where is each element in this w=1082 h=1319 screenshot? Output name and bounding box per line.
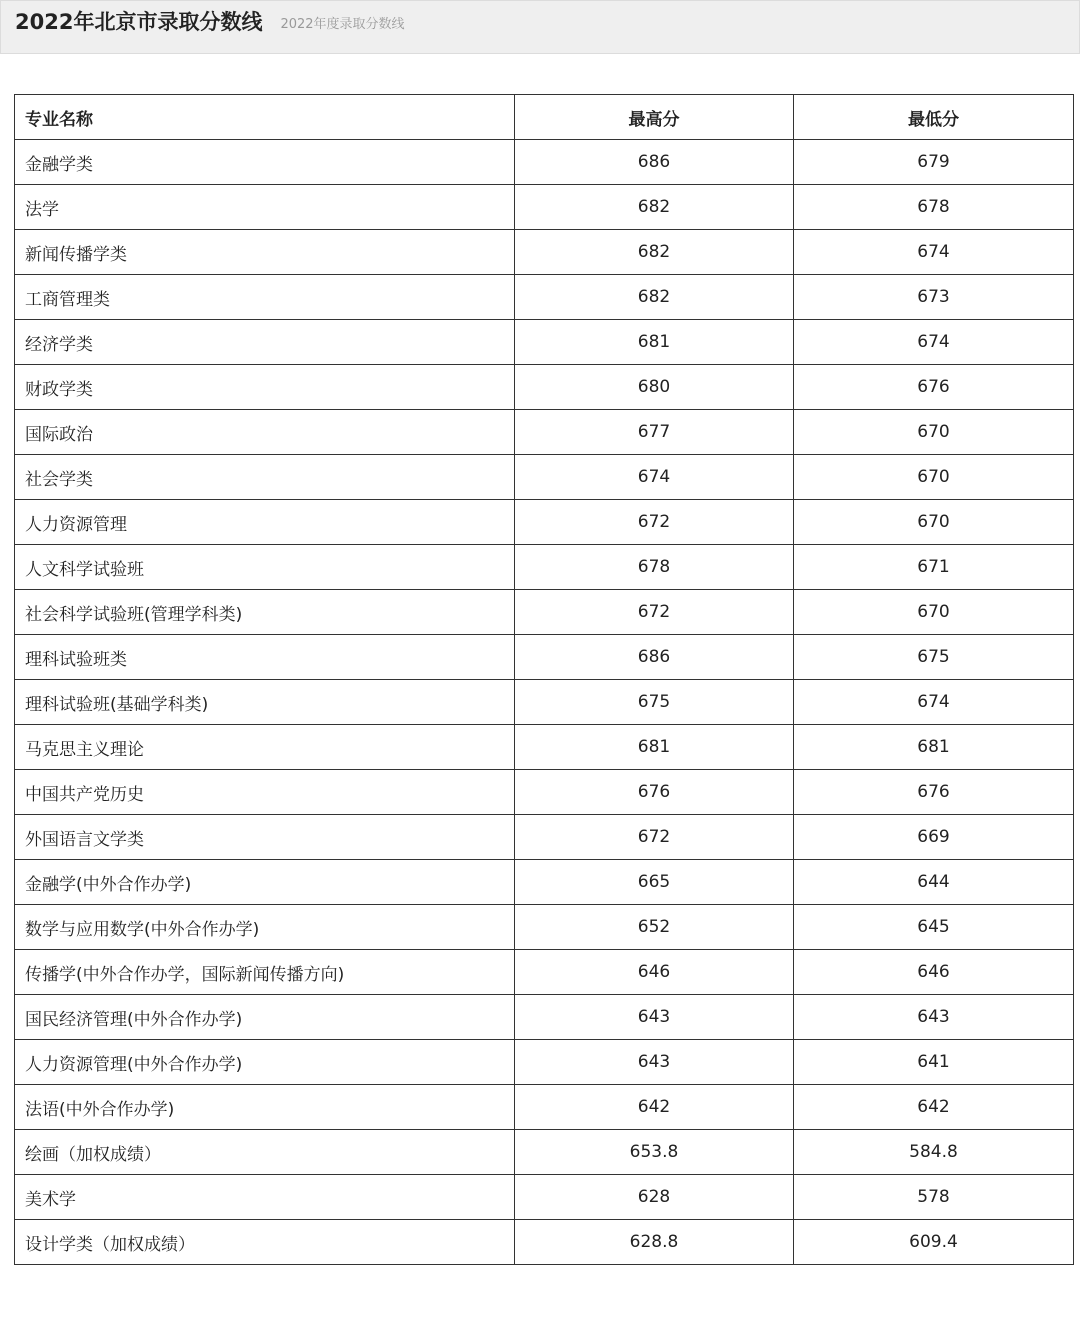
min-score-cell: 578 xyxy=(794,1175,1074,1220)
max-score-cell: 686 xyxy=(515,140,794,185)
page-title: 2022年北京市录取分数线 xyxy=(15,10,263,34)
table-row xyxy=(15,500,1074,545)
max-score-cell: 672 xyxy=(515,500,794,545)
score-table xyxy=(14,94,1074,1265)
major-name-cell: 美术学 xyxy=(15,1175,515,1220)
table-header xyxy=(15,95,1074,140)
major-name-cell: 绘画（加权成绩） xyxy=(15,1130,515,1175)
min-score-cell: 673 xyxy=(794,275,1074,320)
major-name-cell: 理科试验班类 xyxy=(15,635,515,680)
max-score-cell: 665 xyxy=(515,860,794,905)
major-name-cell: 外国语言文学类 xyxy=(15,815,515,860)
table-row xyxy=(15,815,1074,860)
max-score-cell: 678 xyxy=(515,545,794,590)
min-score-cell: 675 xyxy=(794,635,1074,680)
min-score-cell: 644 xyxy=(794,860,1074,905)
major-name-cell: 工商管理类 xyxy=(15,275,515,320)
min-score-cell: 679 xyxy=(794,140,1074,185)
major-name-cell: 马克思主义理论 xyxy=(15,725,515,770)
min-score-cell: 643 xyxy=(794,995,1074,1040)
min-score-cell: 670 xyxy=(794,590,1074,635)
min-score-cell: 641 xyxy=(794,1040,1074,1085)
page-subtitle: 2022年度录取分数线 xyxy=(280,16,405,32)
max-score-cell: 672 xyxy=(515,590,794,635)
major-name-cell: 财政学类 xyxy=(15,365,515,410)
major-name-cell: 社会学类 xyxy=(15,455,515,500)
max-score-cell: 681 xyxy=(515,320,794,365)
page-header xyxy=(0,0,1080,54)
column-header-major: 专业名称 xyxy=(15,95,515,140)
table-row xyxy=(15,680,1074,725)
table-row xyxy=(15,365,1074,410)
table-row xyxy=(15,860,1074,905)
major-name-cell: 人力资源管理 xyxy=(15,500,515,545)
max-score-cell: 674 xyxy=(515,455,794,500)
max-score-cell: 686 xyxy=(515,635,794,680)
table-row xyxy=(15,725,1074,770)
table-row xyxy=(15,1175,1074,1220)
table-row xyxy=(15,995,1074,1040)
table-row xyxy=(15,185,1074,230)
min-score-cell: 674 xyxy=(794,320,1074,365)
major-name-cell: 金融学(中外合作办学) xyxy=(15,860,515,905)
table-row xyxy=(15,635,1074,680)
table-row xyxy=(15,410,1074,455)
major-name-cell: 国民经济管理(中外合作办学) xyxy=(15,995,515,1040)
max-score-cell: 628 xyxy=(515,1175,794,1220)
major-name-cell: 新闻传播学类 xyxy=(15,230,515,275)
major-name-cell: 人文科学试验班 xyxy=(15,545,515,590)
max-score-cell: 682 xyxy=(515,275,794,320)
table-row xyxy=(15,770,1074,815)
table-row xyxy=(15,230,1074,275)
min-score-cell: 669 xyxy=(794,815,1074,860)
table-row xyxy=(15,905,1074,950)
table-row xyxy=(15,455,1074,500)
major-name-cell: 法学 xyxy=(15,185,515,230)
table-row xyxy=(15,320,1074,365)
major-name-cell: 中国共产党历史 xyxy=(15,770,515,815)
table-row xyxy=(15,275,1074,320)
max-score-cell: 653.8 xyxy=(515,1130,794,1175)
min-score-cell: 642 xyxy=(794,1085,1074,1130)
max-score-cell: 672 xyxy=(515,815,794,860)
table-row xyxy=(15,1040,1074,1085)
score-table-container xyxy=(14,94,1073,1265)
table-row xyxy=(15,140,1074,185)
min-score-cell: 670 xyxy=(794,410,1074,455)
column-header-max-score: 最高分 xyxy=(515,95,794,140)
max-score-cell: 680 xyxy=(515,365,794,410)
table-row xyxy=(15,950,1074,995)
max-score-cell: 652 xyxy=(515,905,794,950)
max-score-cell: 677 xyxy=(515,410,794,455)
major-name-cell: 理科试验班(基础学科类) xyxy=(15,680,515,725)
min-score-cell: 678 xyxy=(794,185,1074,230)
min-score-cell: 674 xyxy=(794,230,1074,275)
table-row xyxy=(15,1085,1074,1130)
min-score-cell: 670 xyxy=(794,455,1074,500)
min-score-cell: 609.4 xyxy=(794,1220,1074,1265)
max-score-cell: 682 xyxy=(515,230,794,275)
header-row xyxy=(15,95,1074,140)
max-score-cell: 643 xyxy=(515,995,794,1040)
max-score-cell: 682 xyxy=(515,185,794,230)
major-name-cell: 金融学类 xyxy=(15,140,515,185)
table-row xyxy=(15,1130,1074,1175)
min-score-cell: 670 xyxy=(794,500,1074,545)
major-name-cell: 国际政治 xyxy=(15,410,515,455)
min-score-cell: 646 xyxy=(794,950,1074,995)
min-score-cell: 671 xyxy=(794,545,1074,590)
major-name-cell: 人力资源管理(中外合作办学) xyxy=(15,1040,515,1085)
major-name-cell: 经济学类 xyxy=(15,320,515,365)
max-score-cell: 642 xyxy=(515,1085,794,1130)
min-score-cell: 676 xyxy=(794,365,1074,410)
min-score-cell: 681 xyxy=(794,725,1074,770)
major-name-cell: 社会科学试验班(管理学科类) xyxy=(15,590,515,635)
major-name-cell: 数学与应用数学(中外合作办学) xyxy=(15,905,515,950)
table-row xyxy=(15,590,1074,635)
max-score-cell: 646 xyxy=(515,950,794,995)
major-name-cell: 传播学(中外合作办学，国际新闻传播方向) xyxy=(15,950,515,995)
max-score-cell: 643 xyxy=(515,1040,794,1085)
min-score-cell: 584.8 xyxy=(794,1130,1074,1175)
major-name-cell: 设计学类（加权成绩） xyxy=(15,1220,515,1265)
min-score-cell: 676 xyxy=(794,770,1074,815)
max-score-cell: 676 xyxy=(515,770,794,815)
min-score-cell: 645 xyxy=(794,905,1074,950)
max-score-cell: 675 xyxy=(515,680,794,725)
table-row xyxy=(15,1220,1074,1265)
min-score-cell: 674 xyxy=(794,680,1074,725)
table-body xyxy=(15,140,1074,1265)
max-score-cell: 628.8 xyxy=(515,1220,794,1265)
major-name-cell: 法语(中外合作办学) xyxy=(15,1085,515,1130)
column-header-min-score: 最低分 xyxy=(794,95,1074,140)
max-score-cell: 681 xyxy=(515,725,794,770)
table-row xyxy=(15,545,1074,590)
